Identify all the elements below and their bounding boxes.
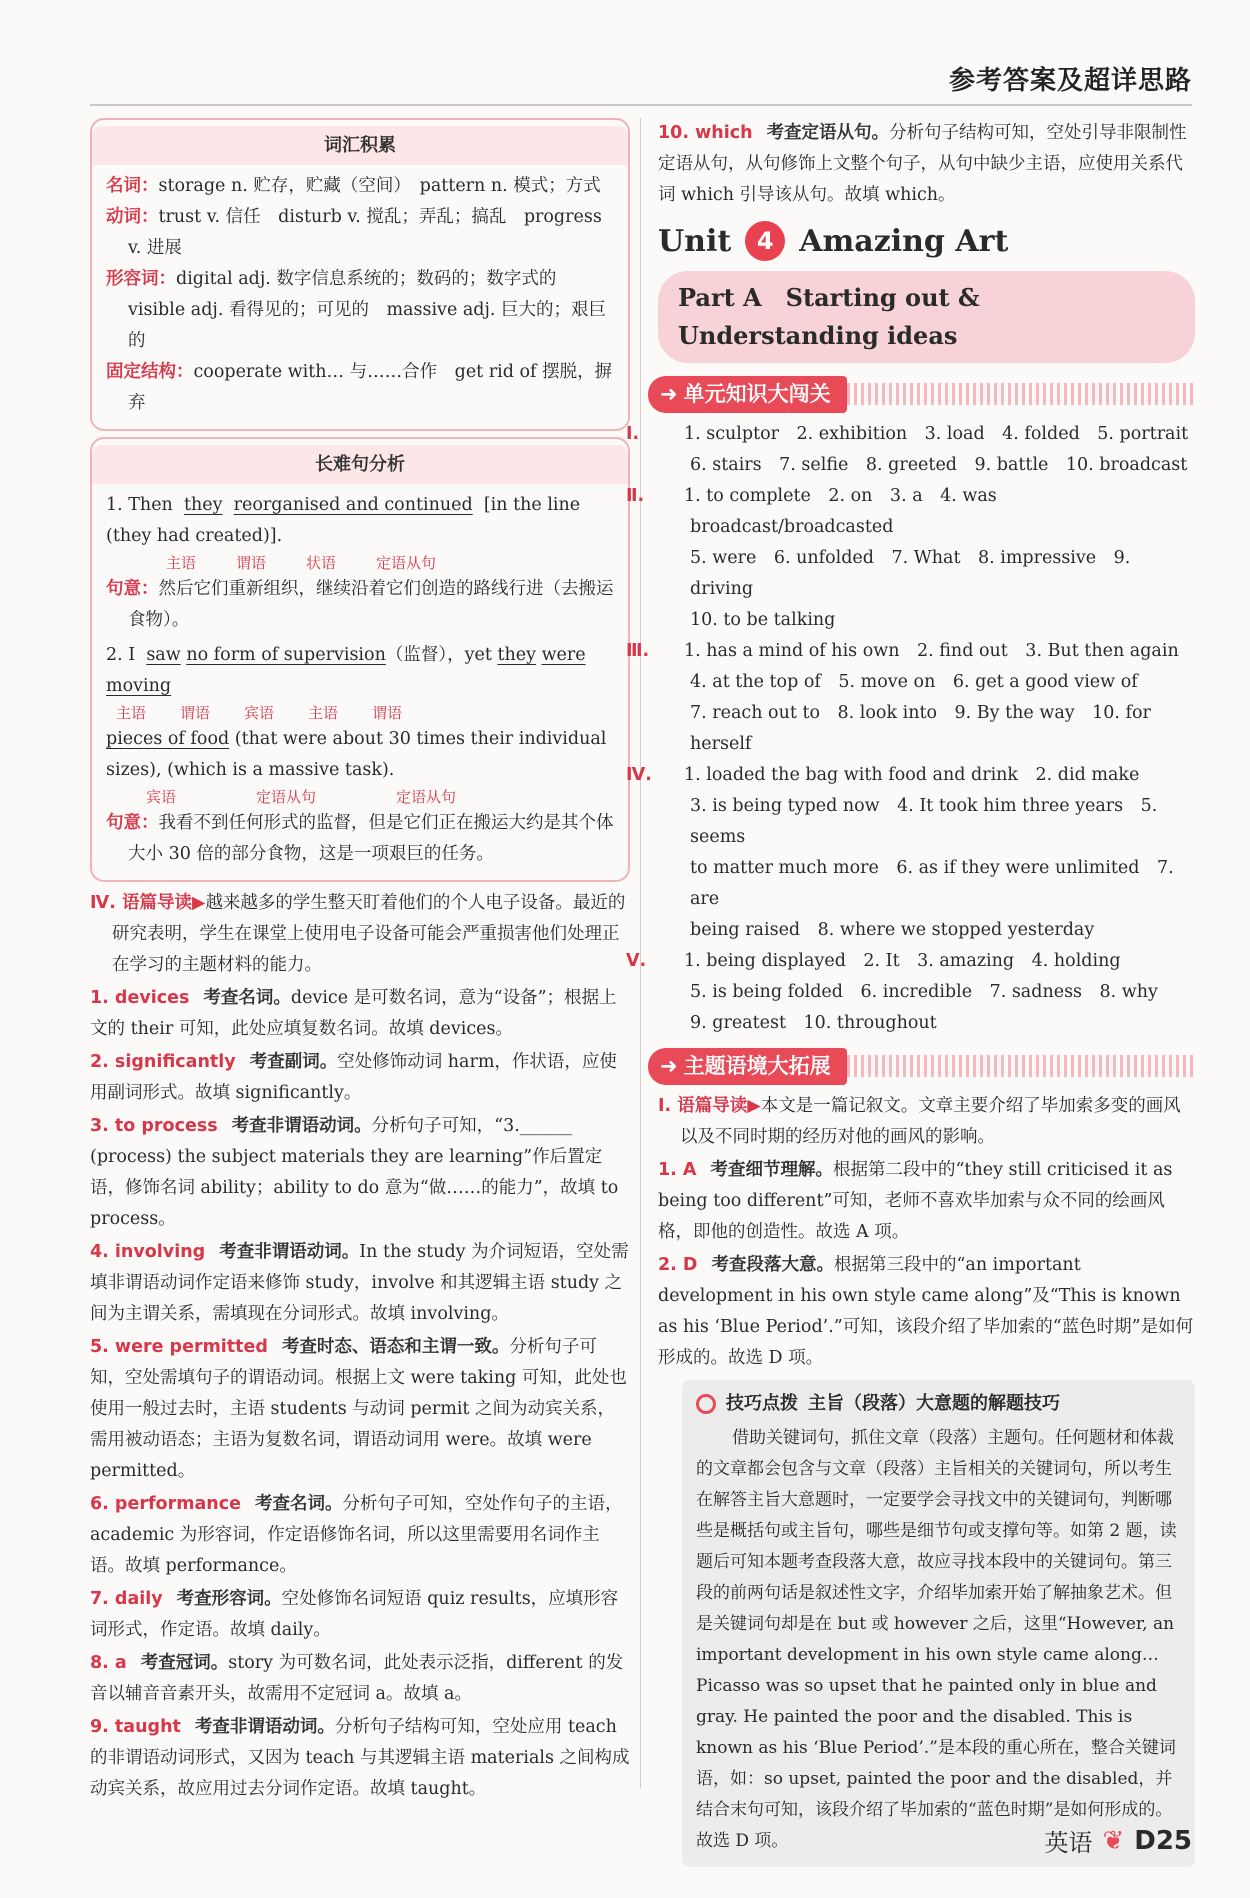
answer-key: 8. a — [90, 1653, 127, 1673]
answer-explanation: 分析句子结构可知，空处引导非限制性定语从句，从句修饰上文整个句子，从句中缺少主语，应使用关系代词 which 引导该从句。故填 which。 — [658, 123, 1187, 205]
s2-predicate-2: were moving — [106, 645, 586, 696]
s2-mid: （监督），yet — [385, 645, 492, 665]
reading-intro — [658, 1091, 1195, 1153]
answer-line — [626, 760, 1195, 791]
answer-key: 9. taught — [90, 1717, 181, 1737]
arrow-icon: ➜ — [660, 1053, 678, 1078]
answer-line: 10. to be talking — [690, 610, 836, 630]
section-knowledge — [648, 375, 1195, 413]
tip-box — [682, 1380, 1195, 1867]
tip-body: 借助关键词句，抓住文章（段落）主题句。任何题材和体裁的文章都会包含与文章（段落）主旨相关的关键词句，所以考生在解答主旨大意题时，一定要学会寻找文中的关键词句，判断哪些是概括句或主旨句，哪些是细节句或支撑句等。如第 2 题，读题后可知本题考查段落大意，故应寻找本段中的关键词句。第三段的前两句话是叙述性文字，介绍毕加索开始了解抽象艺术。但是关键词句却是在 but 或 however 之后，这里“However, an important development in his own style came along…Picasso was so upset that he painted only in blue and gray. He painted the poor and the disabled. This is known as his ‘Blue Period’.”是本段的重心所在，整合关键词语，如：so upset, painted the poor and the disabled，并结合末句可知，该段介绍了毕加索的“蓝色时期”是如何形成的。故选 D 项。 — [696, 1428, 1177, 1851]
s2-annotations — [106, 702, 614, 724]
s1-annotations — [106, 552, 614, 574]
answer-point: 考查名词。 — [254, 1494, 343, 1514]
s2-rest: (that were about 30 times their individual sizes), (which is a massive task). — [106, 729, 607, 780]
answer-point: 考查形容词。 — [176, 1589, 282, 1609]
answer-line: 3. is being typed now 4. It took him three years 5. seems — [690, 796, 1158, 847]
s1-rest: [in the line (they had created)]. — [106, 495, 581, 546]
page-footer — [1044, 1823, 1192, 1858]
reading-iv-intro — [90, 888, 630, 981]
vocab-adj — [106, 264, 614, 357]
vocab-phr-text: cooperate with… 与……合作 get rid of 摆脱，摒弃 — [128, 362, 613, 413]
leaf-icon: ❦ — [1102, 1825, 1125, 1856]
sentence-title: 长难句分析 — [92, 445, 628, 484]
section-context-title: 主题语境大拓展 — [683, 1053, 831, 1078]
answer-text: 1. loaded the bag with food and drink 2. did make — [684, 765, 1140, 785]
s2-object: no form of supervision — [186, 645, 386, 665]
answer-text: 1. has a mind of his own 2. find out 3. But then again — [684, 641, 1179, 661]
s2-ann: 定语从句 — [256, 788, 317, 806]
answer-line — [626, 636, 1195, 667]
reading-intro-text: 本文是一篇记叙文。文章主要介绍了毕加索多变的画风以及不同时期的经历对他的画风的影响。 — [680, 1096, 1181, 1147]
unit-number: 4 — [745, 221, 785, 261]
answer-explanation: 分析句子结构可知，空处应用 teach 的非谓语动词形式，又因为 teach 与其逻辑主语 materials 之间构成动宾关系，故应用过去分词作定语。故填 taught。 — [90, 1717, 630, 1799]
answer-line: 5. is being folded 6. incredible 7. sadness 8. why — [690, 982, 1158, 1002]
answer-key: 2. D — [658, 1255, 698, 1275]
answer-explanation: In the study 为介词短语，空处需填非谓语动词作定语来修饰 study，involve 和其逻辑主语 study 之间为主谓关系，需填现在分词形式。故填 involving。 — [90, 1242, 629, 1324]
roman-numeral: Ⅲ. — [626, 641, 650, 661]
answer-point: 考查时态、语态和主谓一致。 — [281, 1337, 510, 1357]
s1-ann-clause: 定语从句 — [376, 554, 437, 572]
unit-heading — [658, 221, 1195, 261]
section-stripes — [847, 383, 1195, 405]
answer-group-3 — [626, 636, 1195, 760]
answer-line: 9. greatest 10. throughout — [690, 1013, 937, 1033]
unit-word: Unit — [658, 223, 732, 259]
answer-line — [626, 481, 1195, 543]
s1-meaning — [106, 574, 614, 636]
answer-line — [626, 946, 1195, 977]
answer-line: 4. at the top of 5. move on 6. get a good view of — [690, 672, 1138, 692]
answer-group-2 — [626, 481, 1195, 636]
answer-point: 考查副词。 — [249, 1052, 338, 1072]
vocab-box — [90, 118, 630, 431]
s1-meaning-label: 句意： — [106, 579, 159, 599]
answer-group-1 — [626, 419, 1195, 481]
answer-line: to matter much more 6. as if they were unlimited 7. are — [690, 858, 1174, 909]
vocab-phrases — [106, 357, 614, 419]
answer-key: 6. performance — [90, 1494, 241, 1514]
answer-explanation: 分析句子可知，空处作句子的主语，academic 为形容词，作定语修饰名词，所以这里需要用名词作主语。故填 performance。 — [90, 1494, 623, 1576]
vocab-verbs-label: 动词： — [106, 207, 159, 227]
reading-iv-text: 越来越多的学生整天盯着他们的个人电子设备。最近的研究表明，学生在课堂上使用电子设备可能会严重损害他们处理正在学习的主题材料的能力。 — [112, 893, 626, 975]
answer-item — [90, 1237, 630, 1330]
answer-point: 考查非谓语动词。 — [231, 1116, 372, 1136]
answer-explanation: 分析句子可知，“3.______ (process) the subject materials they are learning”作后置定语，修饰名词 ability；ability to do 意为“做……的能力”，故填 to process。 — [90, 1116, 619, 1229]
s2-annotations-2 — [106, 786, 614, 808]
answer-item — [90, 1111, 630, 1235]
answer-explanation: device 是可数名词，意为“设备”；根据上文的 their 可知，此处应填复数名词。故填 devices。 — [90, 988, 617, 1039]
vocab-nouns — [106, 171, 614, 202]
answer-line — [626, 419, 1195, 450]
answer-key: 1. devices — [90, 988, 190, 1008]
answer-key: 1. A — [658, 1160, 697, 1180]
vocab-verbs-text: trust v. 信任 disturb v. 搅乱；弄乱；搞乱 progress v. 进展 — [128, 207, 602, 258]
vocab-nouns-label: 名词： — [106, 176, 159, 196]
target-icon — [696, 1394, 716, 1414]
footer-subject: 英语 — [1044, 1829, 1093, 1857]
sentence-2 — [106, 640, 614, 702]
answer-line: 5. were 6. unfolded 7. What 8. impressive 9. driving — [690, 548, 1131, 599]
s2-predicate: saw — [146, 645, 181, 665]
s2-ann: 谓语 — [180, 704, 211, 722]
answer-point: 考查非谓语动词。 — [194, 1717, 335, 1737]
answer-key: 5. were permitted — [90, 1337, 268, 1357]
answer-text: 1. to complete 2. on 3. a 4. was broadcast/broadcasted — [684, 486, 997, 537]
vocab-verbs — [106, 202, 614, 264]
reading-section — [658, 1091, 1195, 1374]
section-stripes — [847, 1055, 1195, 1077]
reading-iv-label: Ⅳ. 语篇导读▶ — [90, 893, 206, 913]
answer-text: 1. being displayed 2. It 3. amazing 4. holding — [684, 951, 1121, 971]
answer-group-5 — [626, 946, 1195, 1039]
answer-item — [90, 983, 630, 1045]
page-number: D25 — [1134, 1825, 1192, 1856]
section-context-tag — [648, 1048, 847, 1085]
part-banner: Part A Starting out & Understanding ideas — [658, 271, 1195, 363]
answer-item — [90, 1648, 630, 1710]
answer-point: 考查段落大意。 — [711, 1255, 834, 1275]
s1-ann-subject: 主语 — [166, 554, 197, 572]
answer-point: 考查细节理解。 — [710, 1160, 833, 1180]
section-knowledge-tag — [648, 376, 847, 413]
answer-group-4 — [626, 760, 1195, 946]
answer-explanation: 空处修饰动词 harm，作状语，应使用副词形式。故填 significantly。 — [90, 1052, 617, 1103]
s2-ann: 主语 — [308, 704, 339, 722]
left-column — [90, 118, 630, 1805]
answer-point: 考查冠词。 — [140, 1653, 229, 1673]
s2-ann: 定语从句 — [396, 788, 457, 806]
answer-key: 10. which — [658, 123, 753, 143]
answer-item — [90, 1584, 630, 1646]
section-knowledge-title: 单元知识大闯关 — [683, 381, 831, 406]
answer-key: 3. to process — [90, 1116, 218, 1136]
s2-subject-2: they — [497, 645, 536, 665]
s2-ann: 主语 — [116, 704, 147, 722]
roman-numeral: Ⅴ. — [626, 951, 647, 971]
answer-item — [90, 1489, 630, 1582]
answer-explanation: 根据第二段中的“they still criticised it as being too different”可知，老师不喜欢毕加索与众不同的绘画风格，即他的创造性。故选 A 项。 — [658, 1160, 1173, 1242]
answer-key: 2. significantly — [90, 1052, 236, 1072]
answer-point: 考查非谓语动词。 — [219, 1242, 360, 1262]
tip-header — [696, 1388, 1181, 1419]
s2-ann: 宾语 — [146, 788, 177, 806]
s1-predicate: reorganised and continued — [233, 495, 473, 515]
answer-item — [90, 1047, 630, 1109]
answer-line: 6. stairs 7. selfie 8. greeted 9. battle 10. broadcast — [690, 455, 1188, 475]
sentence-1 — [106, 490, 614, 552]
answer-key: 4. involving — [90, 1242, 206, 1262]
reading-iv — [90, 888, 630, 1805]
unit-title: Amazing Art — [799, 223, 1009, 259]
s2-meaning-label: 句意： — [106, 813, 159, 833]
header-rule — [90, 104, 1192, 106]
tip-title: 主旨（段落）大意题的解题技巧 — [808, 1393, 1060, 1414]
answer-line: 7. reach out to 8. look into 9. By the way 10. for herself — [690, 703, 1151, 754]
roman-numeral: Ⅱ. — [626, 486, 645, 506]
s1-ann-predicate: 谓语 — [236, 554, 267, 572]
s2-pieces: pieces of food — [106, 729, 230, 749]
s1-ann-adverbial: 状语 — [306, 554, 337, 572]
roman-numeral: Ⅰ. — [626, 424, 640, 444]
s2-meaning-text: 我看不到任何形式的监督，但是它们正在搬运大约是其个体大小 30 倍的部分食物，这是一项艰巨的任务。 — [128, 813, 614, 864]
s1-lead: 1. Then — [106, 495, 173, 515]
answer-item — [90, 1332, 630, 1487]
sentence-2-cont — [106, 724, 614, 786]
header-title: 参考答案及超详思路 — [948, 66, 1192, 96]
answer-explanation: 根据第三段中的“an important development in his own style came along”及“This is known as his ‘Blue Period’.”可知，该段介绍了毕加索的“蓝色时期”是如何形成的。故选 D 项。 — [658, 1255, 1194, 1368]
sentence-box — [90, 437, 630, 882]
answer-key: 7. daily — [90, 1589, 163, 1609]
answer-point: 考查定语从句。 — [766, 123, 890, 143]
arrow-icon: ➜ — [660, 381, 678, 406]
vocab-adj-label: 形容词： — [106, 269, 176, 289]
answer-explanation: story 为可数名词，此处表示泛指，different 的发音以辅音音素开头，故需用不定冠词 a。故填 a。 — [90, 1653, 624, 1704]
reading-q1 — [658, 1155, 1195, 1248]
answer-point: 考查名词。 — [203, 988, 291, 1008]
reading-label: Ⅰ. 语篇导读▶ — [658, 1096, 761, 1116]
vocab-title: 词汇积累 — [92, 126, 628, 165]
tip-label: 技巧点拨 — [726, 1393, 798, 1414]
answer-item — [90, 1712, 630, 1805]
s2-meaning — [106, 808, 614, 870]
section-context — [648, 1047, 1195, 1085]
answer-item-10 — [658, 118, 1195, 211]
s1-meaning-text: 然后它们重新组织，继续沿着它们创造的路线行进（去搬运食物）。 — [128, 579, 614, 630]
reading-q2 — [658, 1250, 1195, 1374]
answer-explanation: 分析句子可知，空处需填句子的谓语动词。根据上文 were taking 可知，此处也使用一般过去时，主语 students 与动词 permit 之间为动宾关系，需用被动语态；主语为复数名词，谓语动词用 were。故填 were permitted。 — [90, 1337, 627, 1481]
roman-numeral: Ⅳ. — [626, 765, 652, 785]
answer-explanation: 空处修饰名词短语 quiz results，应填形容词形式，作定语。故填 daily。 — [90, 1589, 619, 1640]
s2-ann: 宾语 — [244, 704, 275, 722]
s2-subject: 2. I — [106, 645, 136, 665]
vocab-nouns-text: storage n. 贮存，贮藏（空间） pattern n. 模式；方式 — [158, 176, 601, 196]
answer-line: being raised 8. where we stopped yesterday — [690, 920, 1095, 940]
answer-text: 1. sculptor 2. exhibition 3. load 4. folded 5. portrait — [684, 424, 1189, 444]
s2-ann: 谓语 — [372, 704, 403, 722]
right-column — [626, 118, 1195, 1867]
vocab-phr-label: 固定结构： — [106, 362, 194, 382]
vocab-adj-text: digital adj. 数字信息系统的；数码的；数字式的 visible adj. 看得见的；可见的 massive adj. 巨大的；艰巨的 — [128, 269, 607, 351]
s1-subject: they — [183, 495, 223, 515]
